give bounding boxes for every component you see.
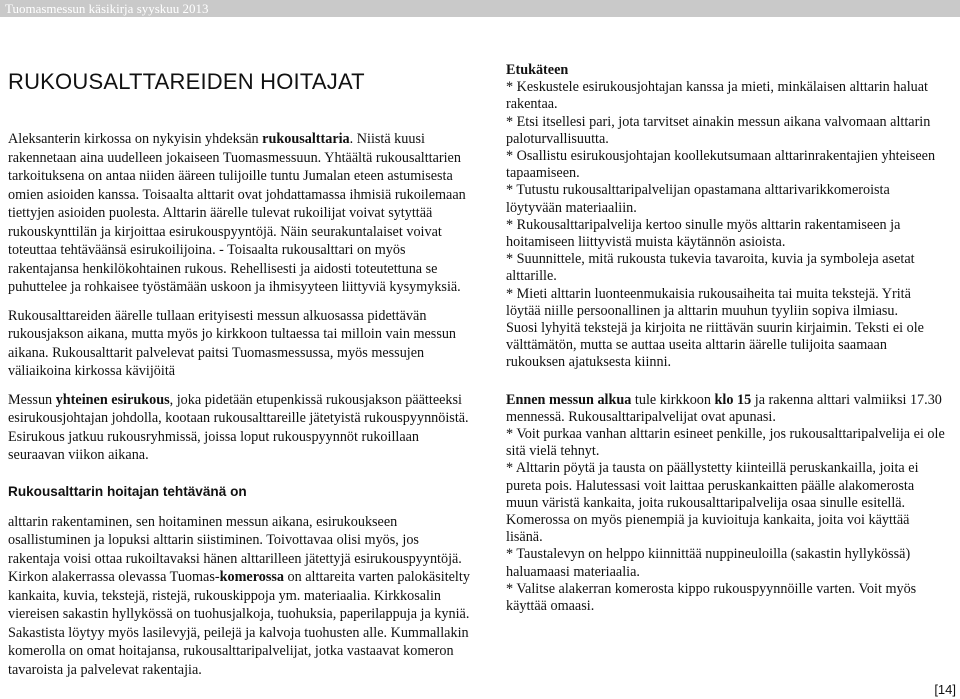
intro-paragraph: Aleksanterin kirkossa on nykyisin yhdeksän rukousalttaria. Niistä kuusi rakennetaan aina uudelleen jokaiseen Tuomasmessuun. Yhtäältä rukousalttarien tarkoituksena on antaa niiden ääreen tulijoille tuntu Jumalan eteen astumisesta omien asioiden kanssa. Toisaalta alttarit ovat johdattamassa ihmisiä rukoilemaan tiettyjen asioiden puolesta. Alttarin äärelle tulevat rukoilijat voivat sytyttää rukouskynttilän ja kirjoittaa esirukouspyyntöjä. Näin seurakuntalaiset voivat toteuttaa tehtäväänsä esirukoilijoina. - Toisaalta rukousalttari on myös rakentajansa henkilökohtainen rukous. Rehellisesti ja aidosti toteutettuna se puhuttelee ja rohkaisee työstämään uskoon ja ihmisyyteen liittyviä kysymyksiä. — [8, 131, 466, 295]
list-item: Suosi lyhyitä tekstejä ja kirjoita ne riittävän suurin kirjaimin. Teksti ei ole välttämätön, mutta se auttaa useita alttarin äärelle tulijoita saamaan rukouksen ajatuksesta kiinni. — [506, 320, 924, 371]
list-item: * Suunnittele, mitä rukousta tukevia tavaroita, kuvia ja symboleja asetat alttarille. — [506, 251, 915, 285]
before-mass-intro: Ennen messun alkua tule kirkkoon klo 15 ja rakenna alttari valmiiksi 17.30 mennessä. Rukousalttaripalvelijat ovat apunasi. — [506, 391, 942, 425]
page-title: RUKOUSALTTAREIDEN HOITAJAT — [8, 69, 365, 94]
right-column — [506, 62, 946, 615]
in-advance-label: Etukäteen — [506, 62, 569, 78]
duties-heading: Rukousalttarin hoitajan tehtävänä on — [8, 483, 247, 499]
header-bar — [0, 0, 960, 17]
header-title: Tuomasmessun käsikirja syyskuu 2013 — [5, 1, 209, 16]
list-item: * Voit purkaa vanhan alttarin esineet penkille, jos rukousalttaripalvelija ei ole sitä vielä tehnyt. — [506, 426, 945, 460]
list-item: * Keskustele esirukousjohtajan kanssa ja mieti, minkälaisen alttarin haluat rakentaa. — [506, 79, 928, 113]
list-item: * Rukousalttaripalvelija kertoo sinulle myös alttarin rakentamiseen ja hoitamiseen liittyvistä muista käytännön asioista. — [506, 216, 901, 251]
duties-paragraph: alttarin rakentaminen, sen hoitaminen messun aikana, esirukoukseen osallistuminen ja lopuksi alttarin siistiminen. Toivottavaa olisi myös, jos rakentaja voisi ottaa rukoiltavaksi hänen alttarilleen jätettyjä esirukouspyyntöjä. Kirkon alakerrassa olevassa Tuomas-komerossa on alttareita varten palokäsitelty kankaita, kuvia, tekstejä, ristejä, rukouskippoja ym. materiaalia. Kirkkosalin viereisen sakastin hyllykössä on tuohusjalkoja, tuohuksia, paperilappuja ja kyniä. Sakastista löytyy myös lasilevyjä, peilejä ja kalvoja tuohusten alle. Kummallakin komerolla on omat hoitajansa, rukousalttaripalvelijat, jotka vastaavat komeron tavaroista ja palvelevat rakentajia. — [8, 513, 470, 678]
usage-paragraph: Rukousalttareiden äärelle tullaan erityisesti messun alkuosassa pidettävän rukousjakson aikana, mutta myös jo kirkkoon tultaessa tai milloin vain messun aikana. Rukousalttarit palvelevat paitsi Tuomasmessussa, myös messujen väliaikoina kirkossa kävijöitä — [8, 307, 457, 379]
list-item: * Etsi itsellesi pari, jota tarvitset ainakin messun aikana valvomaan alttarin paloturvallisuutta. — [506, 113, 931, 147]
list-item: * Taustalevyn on helppo kiinnittää nuppineuloilla (sakastin hyllykössä) haluamaasi materiaalia. — [506, 546, 911, 580]
list-item: * Valitse alakerran komerosta kippo rukouspyynnöille varten. Voit myös käyttää omaasi. — [506, 580, 917, 615]
intercession-paragraph: Messun yhteinen esirukous, joka pidetään etupenkissä rukousjakson päätteeksi esirukousjohtajan johdolla, kootaan rukousalttareille jätetyistä rukouspyynnöistä. Esirukous jatkuu rukousryhmissä, joissa loput rukouspyynnöt rukoillaan seuraavan viikon aikana. — [8, 391, 469, 463]
list-item: * Tutustu rukousalttaripalvelijan opastamana alttarivarikkomeroista löytyvään materiaaliin. — [506, 182, 890, 216]
list-item: * Alttarin pöytä ja tausta on päällystetty kiinteillä peruskankailla, joita ei pureta pois. Halutessasi voit laittaa peruskankaitten päälle alakomerosta muun väristä kankaita, joita rukousalttaripalvelija osaa sinulle esitellä. Komerossa on myös pienempiä ja kuvioituja kankaita, joita voi käyttää lisänä. — [506, 460, 919, 546]
left-column — [8, 68, 470, 689]
list-item: * Osallistu esirukousjohtajan koollekutsumaan alttarinrakentajien yhteiseen tapaamiseen. — [506, 148, 936, 182]
list-item: * Mieti alttarin luonteenmukaisia rukousaiheita tai muita tekstejä. Yritä löytää niille persoonallinen ja alttarin muuhun tyyliin sopiva ilmiasu. — [506, 285, 911, 319]
page-number: [14] — [934, 682, 956, 697]
